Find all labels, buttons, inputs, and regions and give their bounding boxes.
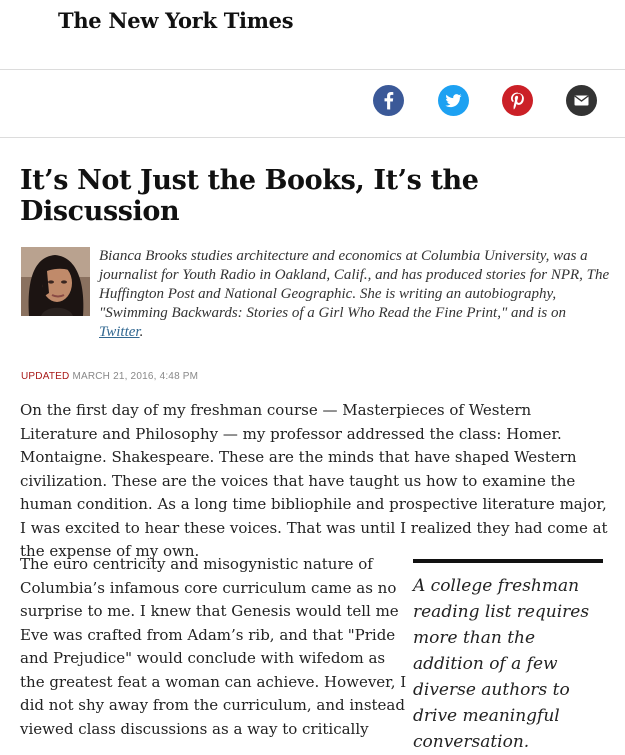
twitter-link[interactable]: Twitter — [99, 324, 140, 340]
article-paragraph: The euro centricity and misogynistic nature of Columbia’s infamous core curriculum came as no surprise to me. I knew that Genesis would tell me Eve was crafted from Adam’s rib, and that "Pride and Prejudice" would conclude with wifedom as the greatest feat a woman can achieve. However, I did not shy away from the curriculum, and instead viewed class discussions as a way to critically — [20, 555, 407, 738]
publish-date: MARCH 21, 2016, 4:48 PM — [72, 371, 199, 382]
bio-end: . — [139, 324, 144, 340]
bio-text — [99, 247, 611, 342]
dateline — [21, 371, 198, 382]
email-share-button[interactable] — [566, 85, 597, 116]
article-headline: It’s Not Just the Books, It’s the Discussion — [20, 165, 479, 227]
share-toolbar — [0, 70, 625, 138]
author-avatar — [21, 247, 90, 316]
updated-label: UPDATED — [21, 371, 70, 382]
pull-quote-rule — [413, 559, 603, 563]
masthead — [0, 0, 625, 70]
twitter-icon — [438, 85, 469, 116]
bio-body: Bianca Brooks studies architecture and economics at Columbia University, was a journalist for Youth Radio in Oakland, Calif., and has produced stories for NPR, The Huffington Post and National Geographic. She is writing an autobiography, "Swimming Backwards: Stories of a Girl Who Read the Fine Print," and is on — [99, 248, 610, 321]
facebook-icon — [373, 85, 404, 116]
nyt-logo[interactable]: The New York Times — [58, 8, 294, 33]
facebook-share-button[interactable] — [373, 85, 404, 116]
pinterest-icon — [502, 85, 533, 116]
article-paragraph: On the first day of my freshman course — Masterpieces of Western Literature and Philosophy — my professor addressed the class: Homer. Montaigne. Shakespeare. These are the minds that have shaped Western civilization. These are the voices that have taught us how to examine the human condition. As a long time bibliophile and prospective literature major, I was excited to hear these voices. That was until I realized they had come at the expense of my own. — [20, 401, 608, 560]
email-icon — [566, 85, 597, 116]
pull-quote-text: A college freshman reading list requires more than the addition of a few diverse authors to drive meaningful conversation. — [413, 576, 590, 752]
pinterest-share-button[interactable] — [502, 85, 533, 116]
twitter-share-button[interactable] — [438, 85, 469, 116]
pull-quote — [413, 559, 605, 755]
